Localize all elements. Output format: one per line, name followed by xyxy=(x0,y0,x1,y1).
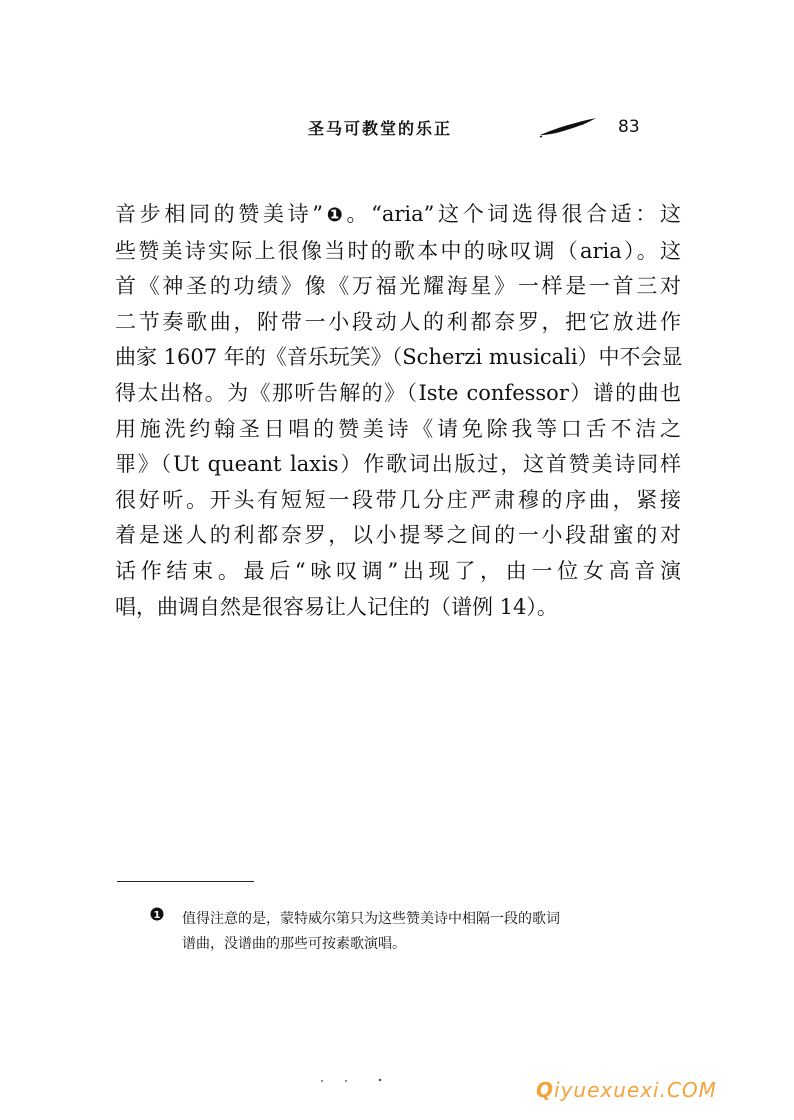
site-watermark xyxy=(536,1078,717,1102)
running-header xyxy=(300,116,660,140)
page-number: 83 xyxy=(618,117,640,137)
text-segment: 音步相同的赞美诗” xyxy=(115,202,324,226)
footnote-line: 值得注意的是，蒙特威尔第只为这些赞美诗中相隔一段的歌词 xyxy=(182,911,560,927)
footnote-line: 谱曲，没谱曲的那些可按素歌演唱。 xyxy=(182,936,406,952)
text-line: 话作结束。最后“咏叹调”出现了，由一位女高音演 xyxy=(115,558,681,583)
text-segment: 。“aria”这个词选得很合适：这 xyxy=(346,202,681,226)
footnote-text xyxy=(182,907,722,957)
text-line: 用施洗约翰圣日唱的赞美诗《请免除我等口舌不洁之 xyxy=(115,416,681,441)
text-line: 得太出格。为《那听告解的》（Iste confessor）谱的曲也 xyxy=(115,380,681,405)
watermark-q: Q xyxy=(536,1078,555,1102)
footnote-marker-icon xyxy=(150,907,164,921)
text-line: 些赞美诗实际上很像当时的歌本中的咏叹调（aria）。这 xyxy=(115,238,681,263)
running-title: 圣马可教堂的乐正 xyxy=(308,119,453,138)
text-line: 很好听。开头有短短一段带几分庄严肃穆的序曲，紧接 xyxy=(115,487,681,512)
text-line: 首《神圣的功绩》像《万福光耀海星》一样是一首三对 xyxy=(115,274,681,299)
watermark-text: iyuexuexi.COM xyxy=(554,1078,717,1102)
text-line: 唱，曲调自然是很容易让人记住的（谱例 14）。 xyxy=(115,594,558,619)
footnote-reference[interactable]: ❶ xyxy=(323,204,347,226)
text-line xyxy=(115,197,681,234)
text-line: 着是迷人的利都奈罗，以小提琴之间的一小段甜蜜的对 xyxy=(115,523,681,548)
footnote-marker-number: 1 xyxy=(153,910,161,921)
quill-pen-icon xyxy=(538,116,598,138)
text-line: 二节奏歌曲，附带一小段动人的利都奈罗，把它放进作 xyxy=(115,309,681,334)
text-line: 曲家 1607 年的《音乐玩笑》（Scherzi musicali）中不会显 xyxy=(115,345,683,370)
text-line: 罪》（Ut queant laxis）作歌词出版过，这首赞美诗同样 xyxy=(115,452,681,477)
scan-specks xyxy=(318,1078,388,1084)
body-paragraph xyxy=(115,197,681,625)
footnote-divider xyxy=(117,881,254,882)
